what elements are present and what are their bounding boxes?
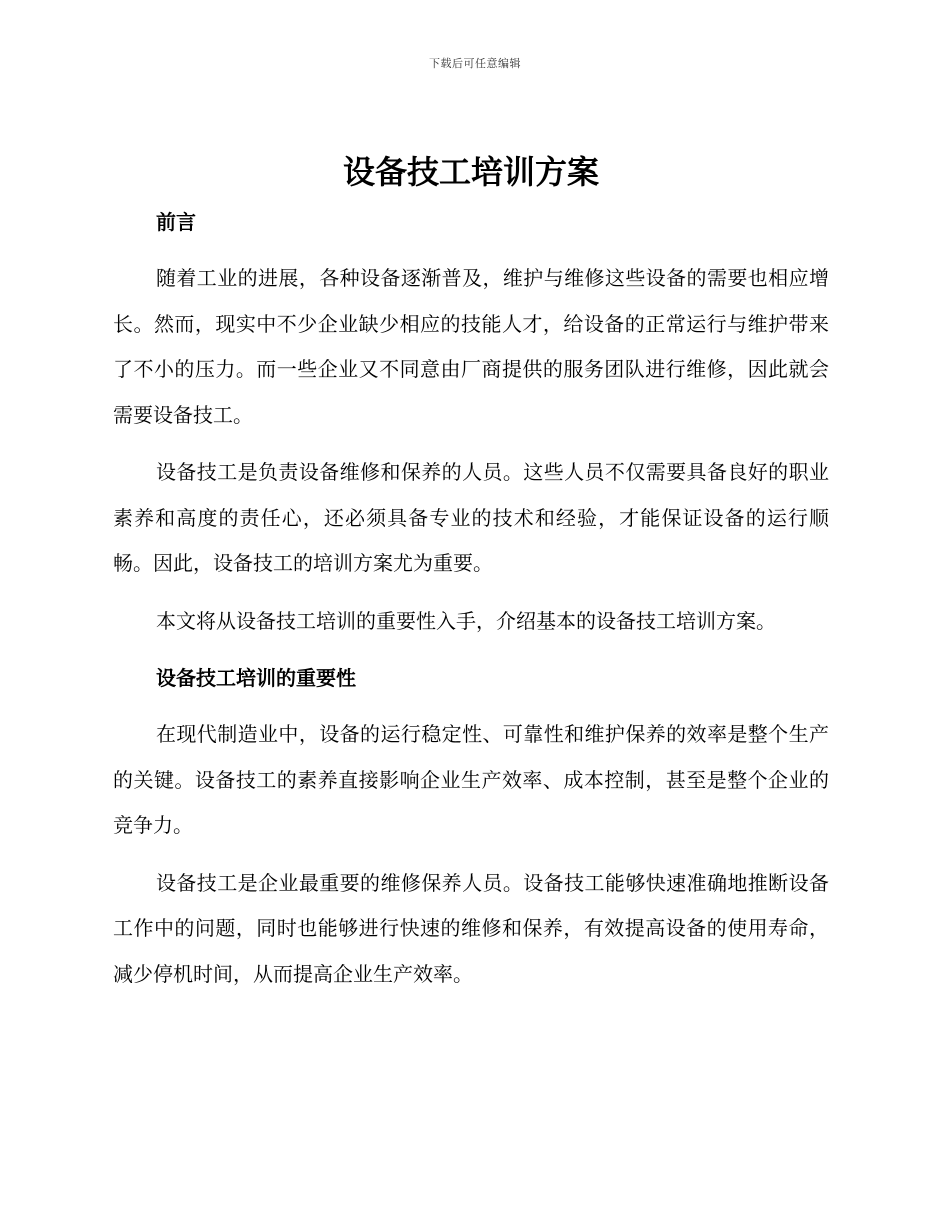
paragraph: 随着工业的进展，各种设备逐渐普及，维护与维修这些设备的需要也相应增长。然而，现实中不少企业缺少相应的技能人才，给设备的正常运行与维护带来了不小的压力。而一些企业又不同意由厂商提供的服务团队进行维修，因此就会需要设备技工。 xyxy=(113,266,829,427)
paragraph: 在现代制造业中，设备的运行稳定性、可靠性和维护保养的效率是整个生产的关键。设备技工的素养直接影响企业生产效率、成本控制，甚至是整个企业的竞争力。 xyxy=(113,722,829,837)
section-heading-preface: 前言 xyxy=(156,210,196,234)
paragraph: 设备技工是负责设备维修和保养的人员。这些人员不仅需要具备良好的职业素养和高度的责任心，还必须具备专业的技术和经验，才能保证设备的运行顺畅。因此，设备技工的培训方案尤为重要。 xyxy=(113,460,829,575)
document-title: 设备技工培训方案 xyxy=(342,153,599,191)
paragraph: 设备技工是企业最重要的维修保养人员。设备技工能够快速准确地推断设备工作中的问题，同时也能够进行快速的维修和保养，有效提高设备的使用寿命，减少停机时间，从而提高企业生产效率。 xyxy=(113,870,829,986)
running-header: 下载后可任意编辑 xyxy=(429,57,521,70)
document-body xyxy=(113,150,829,1009)
paragraph: 本文将从设备技工培训的重要性入手，介绍基本的设备技工培训方案。 xyxy=(156,608,776,633)
section-heading-importance: 设备技工培训的重要性 xyxy=(156,666,356,690)
